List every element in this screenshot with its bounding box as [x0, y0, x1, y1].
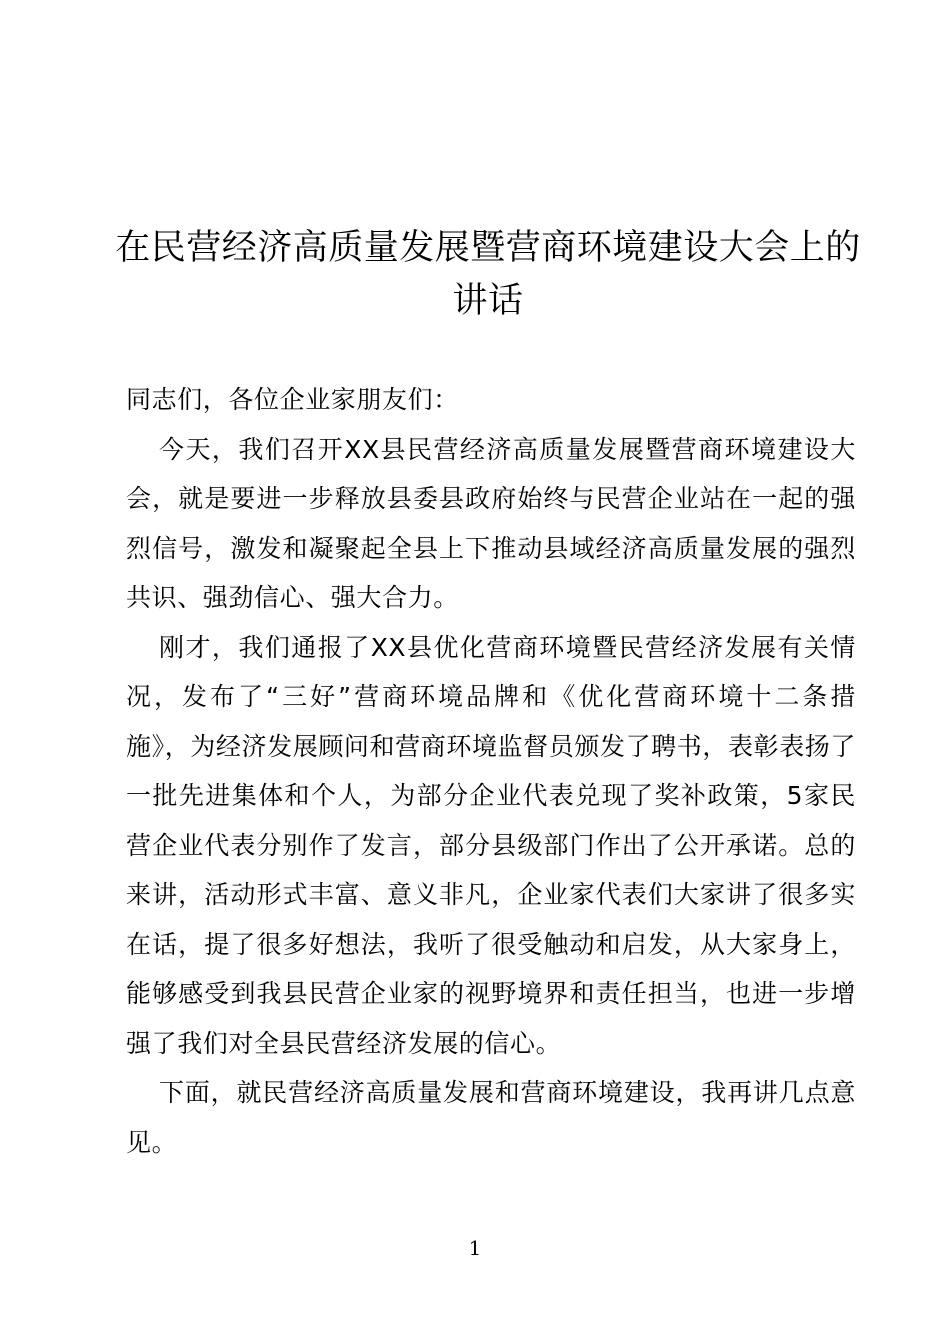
document-body	[126, 375, 856, 1167]
salutation: 同志们，各位企业家朋友们：	[126, 385, 459, 414]
paragraph-transition: 下面，就民营经济高质量发展和营商环境建设，我再讲几点意见。	[126, 1078, 856, 1157]
page-number: 1	[468, 1236, 482, 1260]
paragraph-opening: 今天，我们召开XX县民营经济高质量发展暨营商环境建设大会，就是要进一步释放县委县政府始终与民营企业站在一起的强烈信号，激发和凝聚起全县上下推动县域经济高质量发展的强烈共识、强劲信心、强大合力。	[126, 434, 856, 612]
paragraph-review: 刚才，我们通报了XX县优化营商环境暨民营经济发展有关情况，发布了“三好”营商环境品牌和《优化营商环境十二条措施》，为经济发展顾问和营商环境监督员颁发了聘书，表彰表扬了一批先进集体和个人，为部分企业代表兑现了奖补政策，5家民营企业代表分别作了发言，部分县级部门作出了公开承诺。总的来讲，活动形式丰富、意义非凡，企业家代表们大家讲了很多实在话，提了很多好想法，我听了很受触动和启发，从大家身上，能够感受到我县民营企业家的视野境界和责任担当，也进一步增强了我们对全县民营经济发展的信心。	[126, 632, 856, 1058]
document-title: 在民营经济高质量发展暨营商环境建设大会上的讲话	[115, 228, 861, 321]
